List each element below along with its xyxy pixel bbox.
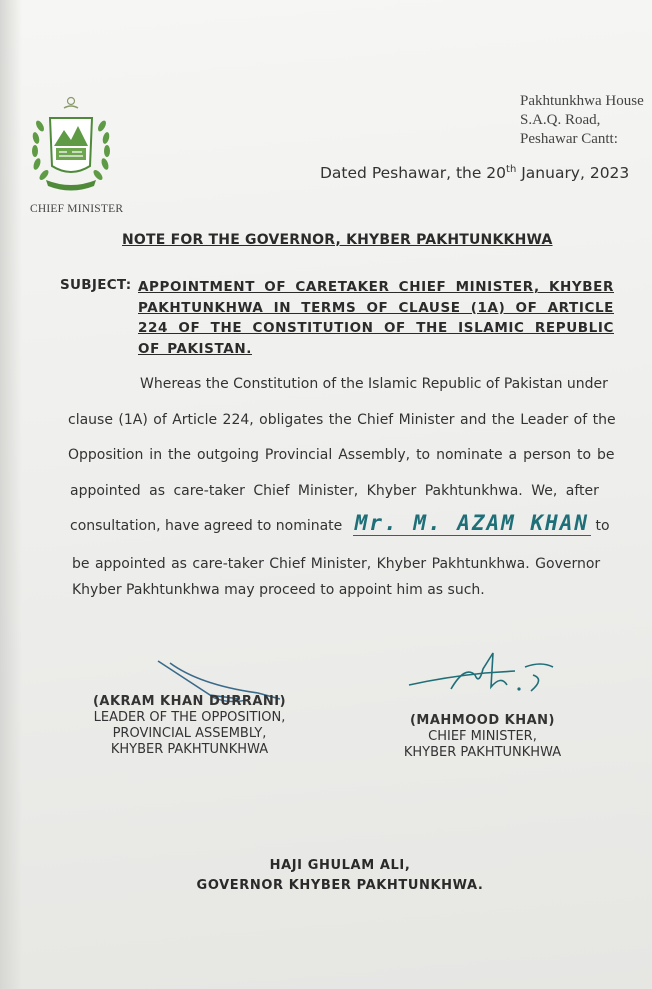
sender-address (520, 92, 644, 149)
office-label: CHIEF MINISTER (30, 203, 124, 215)
signatory-left-title: LEADER OF THE OPPOSITION, (93, 710, 286, 725)
address-line: Peshawar Cantt: (520, 131, 618, 147)
body-line: Whereas the Constitution of the Islamic Republic of Pakistan under (140, 376, 608, 392)
kpk-emblem-icon (26, 96, 116, 196)
signatory-right-name: (MAHMOOD KHAN) (409, 713, 555, 728)
address-line: Pakhtunkhwa House (520, 93, 644, 109)
body-line: Opposition in the outgoing Provincial Assembly, to nominate a person to be (68, 447, 615, 463)
date-suffix: January, 2023 (516, 164, 630, 183)
page-edge-shadow (0, 0, 22, 989)
body-line-nomination (70, 511, 615, 536)
address-line: S.A.Q. Road, (520, 112, 601, 128)
handwritten-nominee: Mr. M. AZAM KHAN (354, 511, 590, 535)
signatory-left (82, 694, 297, 758)
signatory-right (390, 713, 575, 761)
body-line: clause (1A) of Article 224, obligates the Chief Minister and the Leader of the (68, 412, 616, 428)
signatory-right-title: KHYBER PAKHTUNKHWA (403, 745, 562, 760)
body-line5-post: to (595, 518, 610, 534)
date-ordinal: th (506, 164, 517, 175)
body-line: appointed as care-taker Chief Minister, Khyber Pakhtunkhwa. We, after (70, 483, 599, 499)
signatory-right-title: CHIEF MINISTER, (428, 729, 537, 744)
date-line (320, 164, 629, 182)
addressee-block (190, 856, 490, 896)
addressee-name: HAJI GHULAM ALI, (269, 858, 411, 873)
signature-right-icon (405, 645, 565, 705)
signatory-left-title: KHYBER PAKHTUNKHWA (110, 742, 269, 757)
subject-label: SUBJECT: (60, 277, 132, 293)
body-line5-pre: consultation, have agreed to nominate (70, 518, 343, 534)
subject-text: APPOINTMENT OF CARETAKER CHIEF MINISTER, KHYBER PAKHTUNKHWA IN TERMS OF CLAUSE (1A) OF ARTICLE 224 OF THE CONSTITUTION OF THE ISLAMIC REPUBLIC OF PAKISTAN. (138, 279, 614, 357)
date-prefix: Dated Peshawar, the 20 (320, 164, 507, 183)
addressee-title: GOVERNOR KHYBER PAKHTUNKHWA. (196, 878, 484, 893)
body-line: Khyber Pakhtunkhwa may proceed to appoint him as such. (72, 582, 485, 598)
signatory-left-name: (AKRAM KHAN DURRANI) (92, 694, 287, 709)
note-title: NOTE FOR THE GOVERNOR, KHYBER PAKHTUNKKHWA (122, 232, 553, 248)
signatory-left-title: PROVINCIAL ASSEMBLY, (112, 726, 267, 741)
body-line: be appointed as care-taker Chief Minister, Khyber Pakhtunkhwa. Governor (72, 556, 601, 572)
